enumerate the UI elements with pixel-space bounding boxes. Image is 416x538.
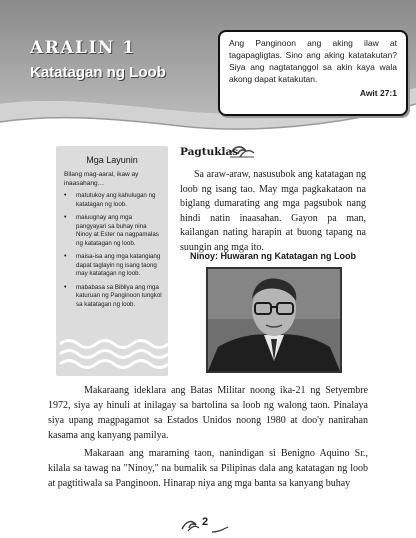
waves-decoration [56, 336, 168, 372]
body-paragraph-2: Makaraan ang maraming taon, nanindigan si Benigno Aquino Sr., kilala sa tawag na "Ninoy," na bumalik sa Pilipinas dala ang katatagan ng loob at pagtitiwala sa Panginoon. Hinarap niya ang mga banta sa kanyang buhay [48, 448, 368, 489]
verse-text: Ang Panginoon ang aking ilaw at tagapagligtas. Sino ang aking katatakutan? Siya ang nagtatanggol sa akin kaya wala akong dapat katakutan. [229, 38, 397, 84]
list-item: • maisa-isa ang mga katangiang dapat taglayin ng isang taong may katatagan ng loob. [64, 253, 161, 277]
section-heading: Pagtuklas [180, 146, 239, 158]
bullet-icon: • [64, 192, 67, 199]
portrait-photo [206, 267, 342, 373]
bullet-icon: • [64, 253, 67, 260]
bullet-icon: • [64, 214, 67, 221]
verse-reference: Awit 27:1 [359, 88, 397, 98]
intro-paragraph: Sa araw-araw, nasusubok ang katatagan ng loob ng isang tao. May mga pagkakataon na biglang dumarating ang mga pagsubok nang hindi natin inaasahan. Gayon pa man, kailangan nating harapin at buong tapang na suungin ang mga ito. [180, 169, 366, 253]
page-number: 2 [202, 516, 209, 528]
verse-box [218, 30, 408, 116]
bullet-icon: • [64, 283, 67, 291]
objectives-intro: Bilang mag-aaral, ikaw ay inaasahang… [64, 171, 139, 187]
list-item: • maiuugnay ang mga pangyayari sa buhay nina Ninoy at Ester na nagpamalas ng katatagan ng loob. [64, 214, 159, 247]
portrait-image [208, 269, 340, 371]
list-item: • matutukoy ang kahulugan ng katatagan ng loob. [64, 192, 156, 208]
lesson-subtitle: Katatagan ng Loob [30, 64, 166, 81]
lesson-title: ARALIN 1 [30, 38, 136, 58]
story-subheading: Ninoy: Huwaran ng Katatagan ng Loob [190, 251, 356, 261]
wave-icon [228, 143, 256, 159]
objectives-panel [56, 146, 168, 376]
objectives-list [56, 192, 168, 309]
body-paragraph-1: Makaraang ideklara ang Batas Militar noong ika-21 ng Setyembre 1972, siya ay hinuli at inilagay sa bartolina sa loob ng walong taon. Pinalaya siya upang magpagamot sa Estados Unidos noong 1980 at doo'y nanirahan kasama ang kanyang pamilya. [48, 385, 368, 441]
objectives-title: Mga Layunin [86, 155, 138, 165]
list-item: • mababasa sa Bibliya ang mga katuruan ng Panginoon tungkol sa katatagan ng loob. [64, 283, 162, 308]
